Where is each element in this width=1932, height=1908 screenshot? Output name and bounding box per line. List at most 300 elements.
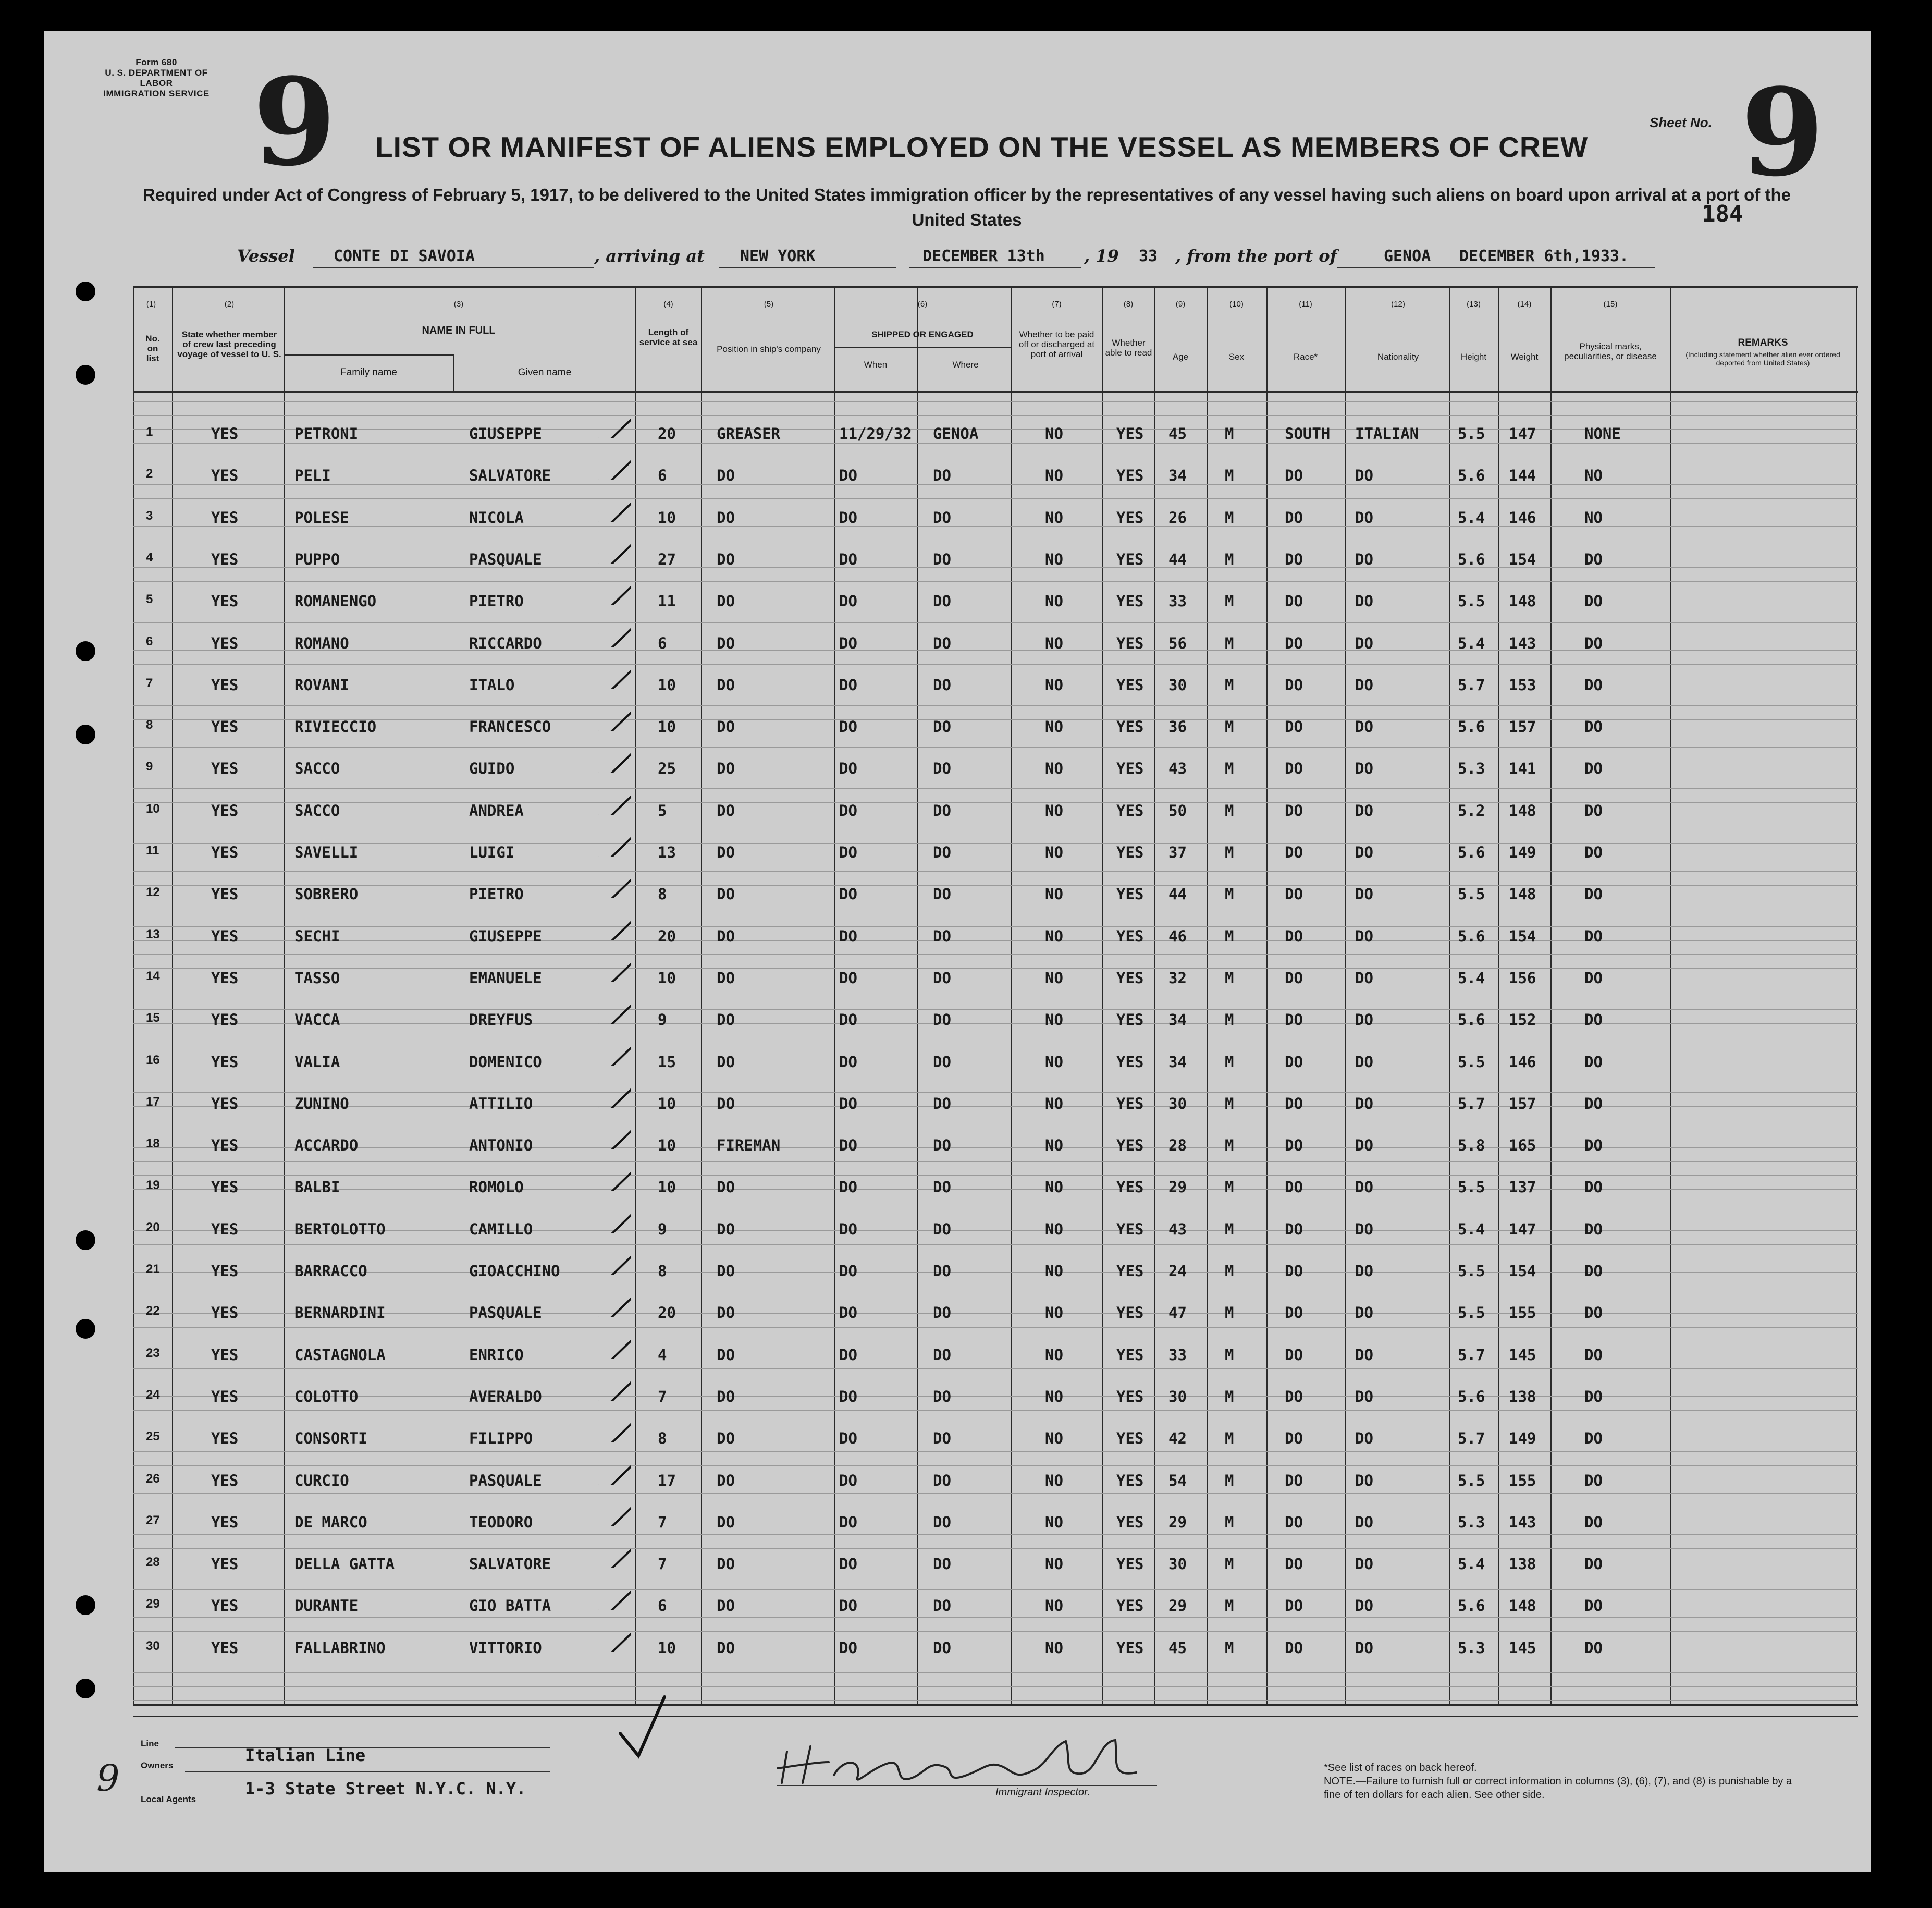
col-num-6: (6) <box>917 300 928 309</box>
able-to-read: YES <box>1116 969 1144 987</box>
age: 45 <box>1168 1638 1187 1657</box>
sex: M <box>1225 1555 1234 1573</box>
position: DO <box>717 1178 735 1196</box>
race: DO <box>1285 550 1303 568</box>
year-prefix: , 19 <box>1084 246 1119 266</box>
paid-off: NO <box>1045 885 1063 903</box>
age: 36 <box>1168 718 1187 736</box>
check-mark <box>594 956 631 982</box>
length-of-service: 9 <box>658 1220 667 1238</box>
nationality: DO <box>1355 1513 1373 1531</box>
given-name: GIO BATTA <box>469 1597 551 1615</box>
previous-voyage: YES <box>211 1638 239 1657</box>
able-to-read: YES <box>1116 467 1144 485</box>
table-row <box>0 1045 1932 1086</box>
position: DO <box>717 760 735 778</box>
given-name: ENRICO <box>469 1346 524 1364</box>
physical-marks: DO <box>1584 676 1603 694</box>
family-name: ROMANENGO <box>294 592 377 610</box>
race: DO <box>1285 969 1303 987</box>
race: DO <box>1285 1262 1303 1280</box>
shipped-where: DO <box>933 467 951 485</box>
nationality: DO <box>1355 1262 1373 1280</box>
given-name: GIUSEPPE <box>469 927 542 945</box>
sex: M <box>1225 1597 1234 1615</box>
given-name: GUIDO <box>469 760 515 778</box>
able-to-read: YES <box>1116 592 1144 610</box>
shipped-where: DO <box>933 718 951 736</box>
table-row <box>0 961 1932 1002</box>
previous-voyage: YES <box>211 1011 239 1029</box>
race-footnote: *See list of races on back hereof. <box>1324 1762 1477 1774</box>
col-given-name: Given name <box>518 367 572 378</box>
row-number: 7 <box>146 676 153 690</box>
nationality: DO <box>1355 508 1373 527</box>
previous-voyage: YES <box>211 425 239 443</box>
given-name: PASQUALE <box>469 1471 542 1489</box>
age: 45 <box>1168 425 1187 443</box>
given-name: FRANCESCO <box>469 718 551 736</box>
age: 30 <box>1168 1555 1187 1573</box>
weight: 143 <box>1509 1513 1536 1531</box>
paid-off: NO <box>1045 508 1063 527</box>
weight: 155 <box>1509 1304 1536 1322</box>
col-num-10: (10) <box>1229 300 1244 309</box>
shipped-where: DO <box>933 801 951 820</box>
ruled-line <box>133 415 1858 416</box>
position: DO <box>717 1387 735 1405</box>
shipped-when: 11/29/32 <box>839 425 912 443</box>
sex: M <box>1225 1346 1234 1364</box>
height: 5.4 <box>1458 508 1485 527</box>
col-race: Race* <box>1293 352 1318 362</box>
position: DO <box>717 550 735 568</box>
sex: M <box>1225 885 1234 903</box>
height: 5.6 <box>1458 1597 1485 1615</box>
col-remarks-note: (Including statement whether alien ever ordered deported from United States) <box>1685 350 1840 367</box>
position: DO <box>717 1429 735 1448</box>
family-name: BERTOLOTTO <box>294 1220 386 1238</box>
nationality: DO <box>1355 1094 1373 1112</box>
previous-voyage: YES <box>211 1136 239 1155</box>
sex: M <box>1225 969 1234 987</box>
check-mark <box>594 412 631 438</box>
check-mark <box>594 496 631 522</box>
binder-hole <box>76 365 95 385</box>
sex: M <box>1225 1387 1234 1405</box>
race: DO <box>1285 1597 1303 1615</box>
race: DO <box>1285 1053 1303 1071</box>
department-name: U. S. DEPARTMENT OF LABOR <box>105 68 208 88</box>
col-num-1: (1) <box>146 300 156 309</box>
given-name: ROMOLO <box>469 1178 524 1196</box>
shipped-where: DO <box>933 634 951 652</box>
col-remarks: REMARKS <box>1738 337 1788 348</box>
able-to-read: YES <box>1116 1262 1144 1280</box>
given-name: PIETRO <box>469 885 524 903</box>
local-agents-label: Local Agents <box>141 1794 196 1804</box>
shipped-when: DO <box>839 885 857 903</box>
sex: M <box>1225 634 1234 652</box>
table-row <box>0 836 1932 876</box>
able-to-read: YES <box>1116 425 1144 443</box>
height: 5.3 <box>1458 760 1485 778</box>
previous-voyage: YES <box>211 801 239 820</box>
family-name: SACCO <box>294 760 340 778</box>
shipped-when: DO <box>839 1094 857 1112</box>
col-num-14: (14) <box>1517 300 1532 309</box>
height: 5.4 <box>1458 1555 1485 1573</box>
shipped-where: DO <box>933 969 951 987</box>
weight: 154 <box>1509 1262 1536 1280</box>
table-top-rule <box>133 286 1858 288</box>
check-mark <box>594 914 631 940</box>
previous-voyage: YES <box>211 1220 239 1238</box>
paid-off: NO <box>1045 1429 1063 1448</box>
height: 5.3 <box>1458 1638 1485 1657</box>
race: DO <box>1285 634 1303 652</box>
table-row <box>0 1213 1932 1253</box>
paid-off: NO <box>1045 1094 1063 1112</box>
ruled-line <box>133 401 1858 402</box>
position: DO <box>717 1346 735 1364</box>
nationality: DO <box>1355 801 1373 820</box>
length-of-service: 9 <box>658 1011 667 1029</box>
length-of-service: 27 <box>658 550 676 568</box>
race: DO <box>1285 676 1303 694</box>
page-number: 184 <box>1702 201 1743 227</box>
shipped-when: DO <box>839 1136 857 1155</box>
nationality: ITALIAN <box>1355 425 1419 443</box>
table-row <box>0 794 1932 835</box>
height: 5.7 <box>1458 1346 1485 1364</box>
family-name: BERNARDINI <box>294 1304 386 1322</box>
length-of-service: 7 <box>658 1555 667 1573</box>
given-name: DOMENICO <box>469 1053 542 1071</box>
length-of-service: 15 <box>658 1053 676 1071</box>
check-mark <box>594 1459 631 1485</box>
weight: 157 <box>1509 1094 1536 1112</box>
family-name: FALLABRINO <box>294 1638 386 1657</box>
previous-voyage: YES <box>211 1597 239 1615</box>
check-mark <box>594 1333 631 1359</box>
age: 33 <box>1168 1346 1187 1364</box>
family-name: ROVANI <box>294 676 349 694</box>
race: DO <box>1285 718 1303 736</box>
sex: M <box>1225 718 1234 736</box>
nationality: DO <box>1355 1429 1373 1448</box>
paid-off: NO <box>1045 634 1063 652</box>
row-number: 29 <box>146 1597 160 1611</box>
row-number: 12 <box>146 885 160 900</box>
length-of-service: 7 <box>658 1387 667 1405</box>
sex: M <box>1225 1262 1234 1280</box>
nationality: DO <box>1355 718 1373 736</box>
height: 5.8 <box>1458 1136 1485 1155</box>
check-mark <box>594 705 631 731</box>
departure-underline <box>1337 267 1655 268</box>
family-name: BARRACCO <box>294 1262 367 1280</box>
age: 44 <box>1168 550 1187 568</box>
position: DO <box>717 1011 735 1029</box>
weight: 156 <box>1509 969 1536 987</box>
sex: M <box>1225 1513 1234 1531</box>
position: DO <box>717 718 735 736</box>
paid-off: NO <box>1045 676 1063 694</box>
physical-marks: DO <box>1584 1011 1603 1029</box>
paid-off: NO <box>1045 1387 1063 1405</box>
nationality: DO <box>1355 1387 1373 1405</box>
name-split-rule <box>453 354 454 392</box>
arriving-port: NEW YORK <box>740 247 816 265</box>
length-of-service: 6 <box>658 634 667 652</box>
able-to-read: YES <box>1116 1597 1144 1615</box>
age: 29 <box>1168 1178 1187 1196</box>
weight: 146 <box>1509 1053 1536 1071</box>
nationality: DO <box>1355 1220 1373 1238</box>
shipped-where: DO <box>933 1262 951 1280</box>
check-mark <box>594 1165 631 1191</box>
sex: M <box>1225 592 1234 610</box>
shipped-where: DO <box>933 1471 951 1489</box>
col-height: Height <box>1460 352 1487 362</box>
given-name: VITTORIO <box>469 1638 542 1657</box>
position: DO <box>717 508 735 527</box>
shipped-where: DO <box>933 1638 951 1657</box>
sex: M <box>1225 676 1234 694</box>
shipped-where: DO <box>933 676 951 694</box>
given-name: AVERALDO <box>469 1387 542 1405</box>
shipped-when: DO <box>839 1262 857 1280</box>
family-name: SOBRERO <box>294 885 359 903</box>
header-bottom-rule <box>133 391 1858 393</box>
height: 5.6 <box>1458 1387 1485 1405</box>
form-number: Form 680 <box>136 57 177 67</box>
check-mark <box>594 1416 631 1442</box>
binder-hole <box>76 282 95 301</box>
table-row <box>0 1422 1932 1462</box>
physical-marks: DO <box>1584 634 1603 652</box>
table-row <box>0 710 1932 751</box>
height: 5.5 <box>1458 1053 1485 1071</box>
paid-off: NO <box>1045 1471 1063 1489</box>
row-number: 22 <box>146 1304 160 1318</box>
age: 32 <box>1168 969 1187 987</box>
row-number: 16 <box>146 1053 160 1067</box>
weight: 149 <box>1509 1429 1536 1448</box>
check-mark <box>594 1291 631 1317</box>
weight: 148 <box>1509 592 1536 610</box>
row-number: 20 <box>146 1220 160 1234</box>
col-num-4: (4) <box>663 300 673 309</box>
paid-off: NO <box>1045 1513 1063 1531</box>
position: DO <box>717 1094 735 1112</box>
check-mark <box>594 537 631 564</box>
family-name: DURANTE <box>294 1597 359 1615</box>
physical-marks: DO <box>1584 1638 1603 1657</box>
race: DO <box>1285 760 1303 778</box>
position: GREASER <box>717 425 781 443</box>
previous-voyage: YES <box>211 760 239 778</box>
col-num-13: (13) <box>1467 300 1481 309</box>
able-to-read: YES <box>1116 550 1144 568</box>
sex: M <box>1225 425 1234 443</box>
row-number: 9 <box>146 760 153 774</box>
race: DO <box>1285 1011 1303 1029</box>
family-name: POLESE <box>294 508 349 527</box>
shipped-when: DO <box>839 1513 857 1531</box>
able-to-read: YES <box>1116 1178 1144 1196</box>
age: 29 <box>1168 1513 1187 1531</box>
given-name: ATTILIO <box>469 1094 533 1112</box>
physical-marks: DO <box>1584 1597 1603 1615</box>
height: 5.6 <box>1458 1011 1485 1029</box>
shipped-when: DO <box>839 1597 857 1615</box>
position: DO <box>717 969 735 987</box>
previous-voyage: YES <box>211 1513 239 1531</box>
table-row <box>0 1296 1932 1337</box>
table-row <box>0 752 1932 792</box>
check-mark <box>594 1500 631 1526</box>
form-identifier <box>96 57 216 99</box>
age: 47 <box>1168 1304 1187 1322</box>
height: 5.5 <box>1458 1178 1485 1196</box>
sex: M <box>1225 1094 1234 1112</box>
physical-marks: DO <box>1584 969 1603 987</box>
physical-marks: DO <box>1584 843 1603 861</box>
family-name: RIVIECCIO <box>294 718 377 736</box>
paid-off: NO <box>1045 927 1063 945</box>
family-name: PELI <box>294 467 331 485</box>
length-of-service: 10 <box>658 1178 676 1196</box>
previous-voyage: YES <box>211 718 239 736</box>
shipped-where: DO <box>933 1220 951 1238</box>
immigrant-inspector-label: Immigrant Inspector. <box>995 1787 1090 1798</box>
arrival-date: DECEMBER 13th <box>922 247 1045 265</box>
physical-marks: DO <box>1584 1178 1603 1196</box>
service-name: IMMIGRATION SERVICE <box>103 89 210 99</box>
col-num-5: (5) <box>764 300 774 309</box>
height: 5.3 <box>1458 1513 1485 1531</box>
shipped-when: DO <box>839 1053 857 1071</box>
paid-off: NO <box>1045 1597 1063 1615</box>
sex: M <box>1225 550 1234 568</box>
paid-off: NO <box>1045 1178 1063 1196</box>
row-number: 24 <box>146 1387 160 1402</box>
nationality: DO <box>1355 1304 1373 1322</box>
paid-off: NO <box>1045 1638 1063 1657</box>
race: DO <box>1285 885 1303 903</box>
race: SOUTH <box>1285 425 1331 443</box>
row-number: 21 <box>146 1262 160 1276</box>
able-to-read: YES <box>1116 1053 1144 1071</box>
physical-marks: DO <box>1584 1220 1603 1238</box>
sex: M <box>1225 927 1234 945</box>
previous-voyage: YES <box>211 969 239 987</box>
previous-voyage: YES <box>211 1094 239 1112</box>
paid-off: NO <box>1045 1136 1063 1155</box>
paid-off: NO <box>1045 1262 1063 1280</box>
physical-marks: DO <box>1584 885 1603 903</box>
physical-marks: NONE <box>1584 425 1621 443</box>
page-subtitle: Required under Act of Congress of February 5, 1917, to be delivered to the United States immigration officer by the representatives of any vessel having such aliens on board upon arrival at a port of the United States <box>142 185 1791 229</box>
table-row <box>0 1547 1932 1588</box>
given-name: RICCARDO <box>469 634 542 652</box>
row-number: 15 <box>146 1011 160 1025</box>
weight: 138 <box>1509 1555 1536 1573</box>
shipped-when: DO <box>839 592 857 610</box>
able-to-read: YES <box>1116 927 1144 945</box>
paid-off: NO <box>1045 467 1063 485</box>
length-of-service: 8 <box>658 1429 667 1448</box>
nationality: DO <box>1355 843 1373 861</box>
shipped-where: DO <box>933 1513 951 1531</box>
race: DO <box>1285 508 1303 527</box>
binder-hole <box>76 725 95 744</box>
shipped-where: DO <box>933 885 951 903</box>
departure-port: GENOA <box>1384 247 1431 265</box>
age: 44 <box>1168 885 1187 903</box>
check-mark <box>594 663 631 689</box>
shipped-when: DO <box>839 550 857 568</box>
row-number: 17 <box>146 1094 160 1109</box>
length-of-service: 17 <box>658 1471 676 1489</box>
length-of-service: 25 <box>658 760 676 778</box>
age: 33 <box>1168 592 1187 610</box>
able-to-read: YES <box>1116 634 1144 652</box>
age: 30 <box>1168 1387 1187 1405</box>
position: DO <box>717 634 735 652</box>
table-row <box>0 1464 1932 1505</box>
weight: 138 <box>1509 1387 1536 1405</box>
paid-off: NO <box>1045 550 1063 568</box>
col-name-in-full: NAME IN FULL <box>422 325 496 336</box>
height: 5.7 <box>1458 1429 1485 1448</box>
physical-marks: DO <box>1584 718 1603 736</box>
shipped-when: DO <box>839 718 857 736</box>
length-of-service: 10 <box>658 969 676 987</box>
weight: 155 <box>1509 1471 1536 1489</box>
row-number: 26 <box>146 1471 160 1486</box>
given-name: FILIPPO <box>469 1429 533 1448</box>
position: DO <box>717 676 735 694</box>
sex: M <box>1225 1638 1234 1657</box>
physical-marks: DO <box>1584 1346 1603 1364</box>
race: DO <box>1285 927 1303 945</box>
ruled-line <box>133 1686 1858 1687</box>
given-name: GIUSEPPE <box>469 425 542 443</box>
table-row <box>0 1589 1932 1630</box>
family-name: VALIA <box>294 1053 340 1071</box>
shipped-when: DO <box>839 467 857 485</box>
nationality: DO <box>1355 969 1373 987</box>
shipped-split-rule <box>917 347 918 392</box>
length-of-service: 6 <box>658 467 667 485</box>
height: 5.7 <box>1458 1094 1485 1112</box>
sex: M <box>1225 801 1234 820</box>
physical-marks: DO <box>1584 801 1603 820</box>
weight: 149 <box>1509 843 1536 861</box>
family-name: CASTAGNOLA <box>294 1346 386 1364</box>
check-mark <box>594 1584 631 1610</box>
col-num-3: (3) <box>453 300 464 309</box>
paid-off: NO <box>1045 592 1063 610</box>
able-to-read: YES <box>1116 1513 1144 1531</box>
able-to-read: YES <box>1116 718 1144 736</box>
age: 46 <box>1168 927 1187 945</box>
shipped-when: DO <box>839 1220 857 1238</box>
race: DO <box>1285 1304 1303 1322</box>
